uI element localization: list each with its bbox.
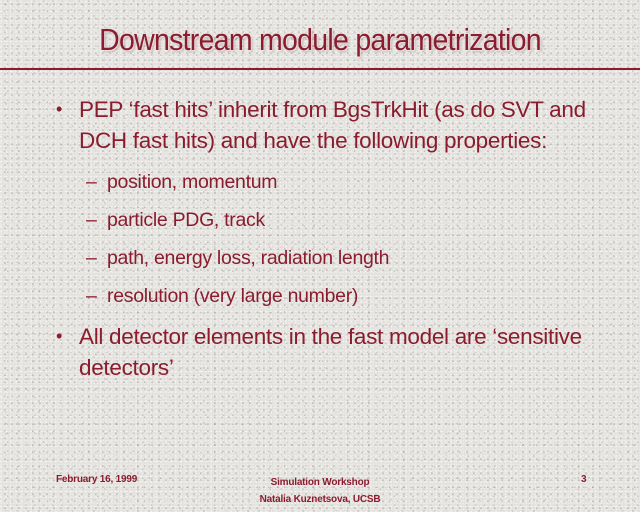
bullet-text: All detector elements in the fast model are ‘sensitive detectors’ — [79, 324, 582, 380]
bullet-item — [0, 321, 640, 383]
sub-item-text: position, momentum — [107, 171, 278, 193]
title-divider — [0, 68, 640, 70]
sub-list — [0, 163, 640, 315]
sub-item — [0, 277, 640, 315]
sub-item — [0, 201, 640, 239]
bullet-icon: • — [56, 326, 63, 346]
page-number: 3 — [581, 474, 587, 485]
sub-item-text: particle PDG, track — [107, 209, 265, 231]
dash-icon: – — [86, 247, 97, 269]
dash-icon: – — [86, 171, 97, 193]
footer-date: February 16, 1999 — [56, 474, 138, 485]
sub-item-text: path, energy loss, radiation length — [107, 247, 390, 269]
sub-item — [0, 163, 640, 201]
footer-event: Simulation Workshop — [270, 477, 370, 488]
dash-icon: – — [86, 285, 97, 307]
footer-author: Natalia Kuznetsova, UCSB — [259, 494, 381, 505]
bullet-item — [0, 94, 640, 156]
bullet-text: PEP ‘fast hits’ inherit from BgsTrkHit (as do SVT and DCH fast hits) and have the following properties: — [79, 97, 586, 153]
slide-title: Downstream module parametrization — [99, 22, 541, 57]
dash-icon: – — [86, 209, 97, 231]
footer-center — [0, 474, 640, 508]
slide-content — [0, 94, 640, 383]
sub-item-text: resolution (very large number) — [107, 285, 359, 307]
sub-item — [0, 239, 640, 277]
bullet-icon: • — [56, 99, 63, 119]
